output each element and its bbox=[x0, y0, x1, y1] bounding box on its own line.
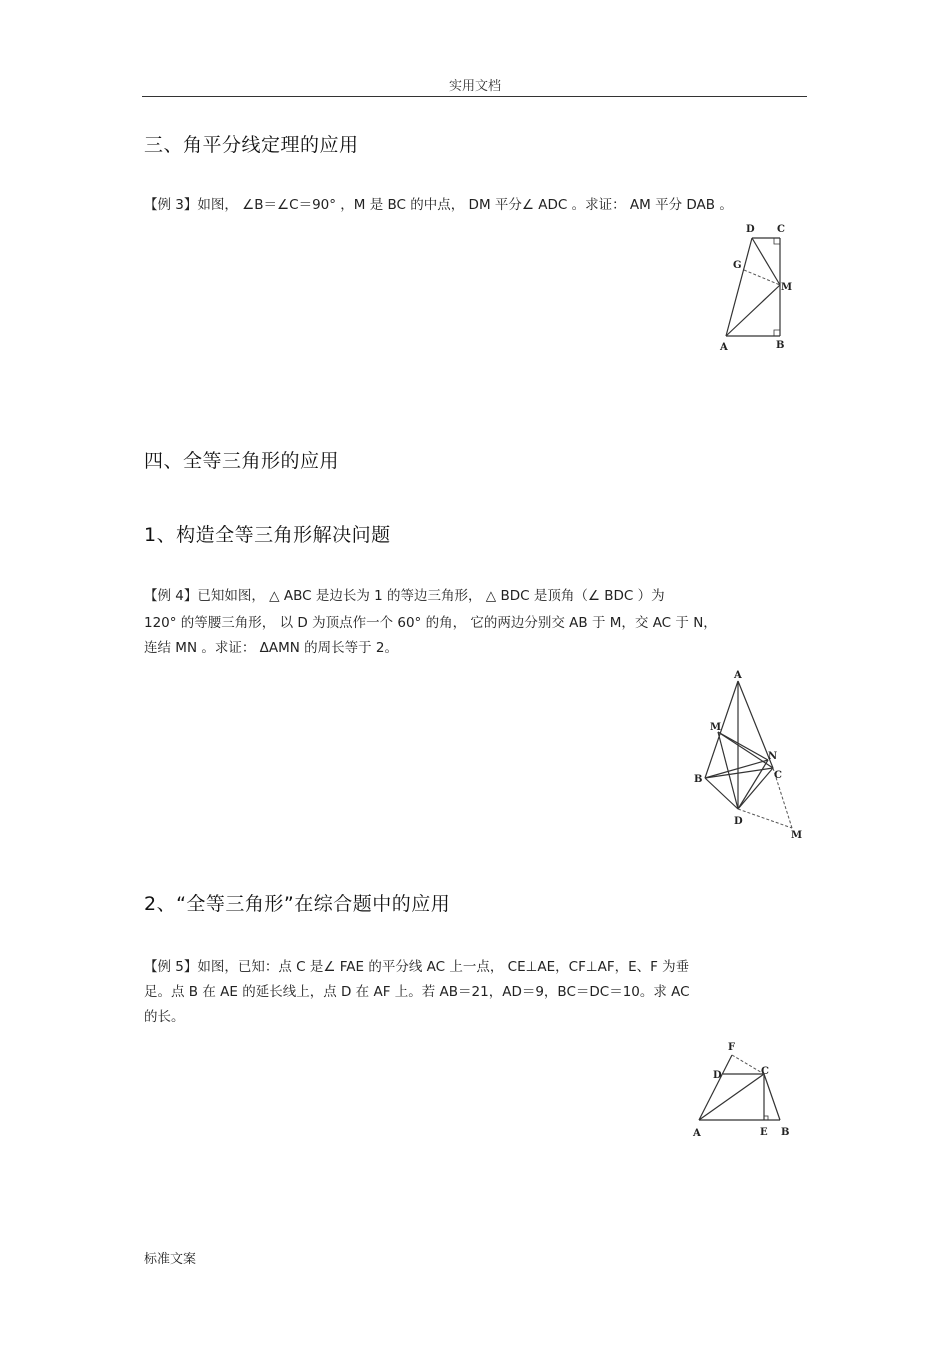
example-4-line-2: 120° 的等腰三角形， 以 D 为顶点作一个 60° 的角， 它的两边分别交 AB 于 M，交 AC 于 N， bbox=[144, 615, 717, 631]
fig4-label-M: M bbox=[710, 722, 722, 733]
figure-example-4 bbox=[688, 666, 808, 846]
fig5-label-A: A bbox=[693, 1128, 701, 1139]
fig3-label-D: D bbox=[746, 224, 755, 235]
figure-5-lines bbox=[699, 1055, 780, 1120]
example-3-text: 【例 3】如图， ∠B＝∠C＝90° ，M 是 BC 的中点， DM 平分∠ ADC 。求证： AM 平分 DAB 。 bbox=[144, 197, 733, 213]
fig4-label-A: A bbox=[734, 670, 742, 681]
example-5-line-1: 【例 5】如图，已知：点 C 是∠ FAE 的平分线 AC 上一点， CE⊥AE，CF⊥AF，E、F 为垂 bbox=[144, 959, 690, 975]
section-4-heading: 四、全等三角形的应用 bbox=[144, 450, 340, 472]
example-4-line-3: 连结 MN 。求证： ΔAMN 的周长等于 2。 bbox=[144, 640, 399, 656]
example-4-line-1: 【例 4】已知如图， △ ABC 是边长为 1 的等边三角形， △ BDC 是顶角（∠ BDC ）为 bbox=[144, 588, 665, 604]
figure-3-lines bbox=[726, 238, 780, 336]
fig4-label-N: N bbox=[768, 751, 778, 762]
figure-example-3 bbox=[715, 218, 815, 358]
example-5-line-2: 足。点 B 在 AE 的延长线上，点 D 在 AF 上。若 AB＝21，AD＝9，BC＝DC＝10。求 AC bbox=[144, 984, 690, 1000]
page-header: 实用文档 bbox=[448, 79, 501, 94]
fig3-label-B: B bbox=[776, 340, 785, 351]
fig3-label-C: C bbox=[777, 224, 785, 235]
fig4-label-B: B bbox=[694, 774, 703, 785]
section-3-heading: 三、角平分线定理的应用 bbox=[144, 134, 359, 156]
page-footer: 标准文案 bbox=[144, 1252, 197, 1267]
fig5-label-E: E bbox=[760, 1127, 768, 1138]
fig4-label-C: C bbox=[774, 770, 782, 781]
fig5-label-F: F bbox=[728, 1042, 736, 1053]
fig4-label-M-ext: M bbox=[791, 830, 803, 841]
fig3-label-G: G bbox=[733, 260, 742, 271]
fig5-label-D: D bbox=[713, 1070, 722, 1081]
subsection-1-heading: 1、构造全等三角形解决问题 bbox=[144, 524, 391, 546]
fig3-label-M: M bbox=[781, 282, 793, 293]
figure-example-5 bbox=[688, 1038, 798, 1143]
header-rule bbox=[142, 96, 807, 97]
subsection-2-heading: 2、“全等三角形”在综合题中的应用 bbox=[144, 893, 451, 915]
fig4-label-D: D bbox=[734, 816, 743, 827]
fig3-label-A: A bbox=[720, 342, 728, 353]
fig5-label-B: B bbox=[781, 1127, 790, 1138]
fig5-label-C: C bbox=[761, 1066, 769, 1077]
figure-4-lines bbox=[705, 681, 792, 828]
example-5-line-3: 的长。 bbox=[144, 1009, 185, 1025]
